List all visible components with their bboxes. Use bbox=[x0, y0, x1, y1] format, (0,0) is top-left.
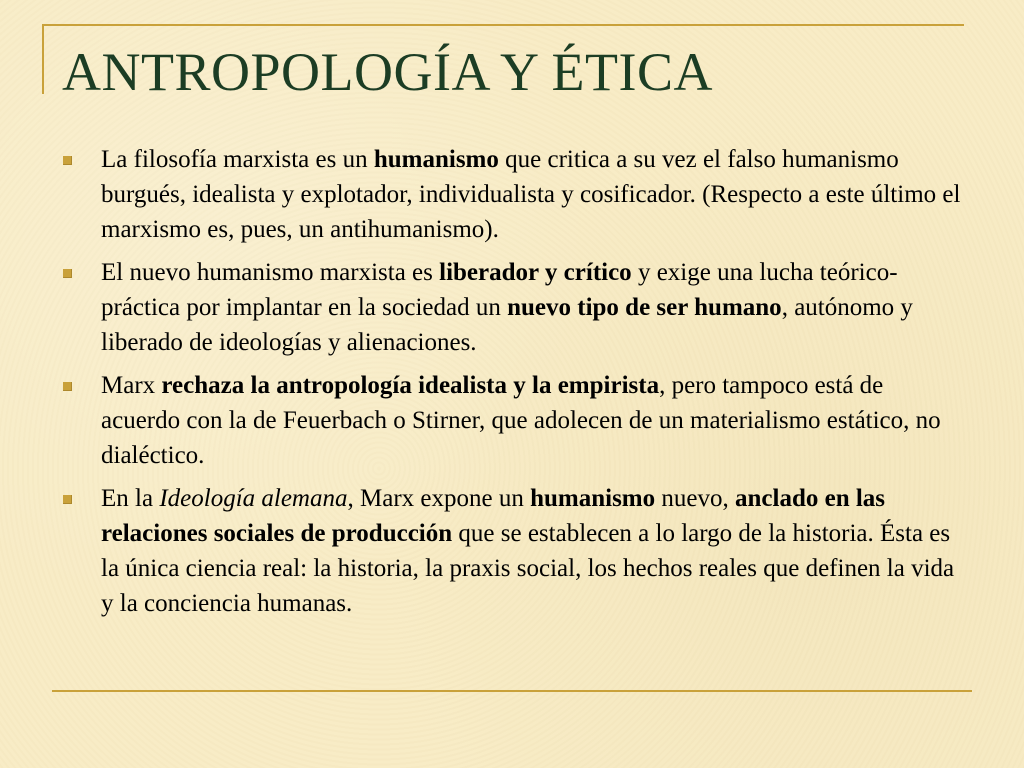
square-bullet-icon bbox=[63, 269, 72, 278]
text-run: que critica a su vez el falso humanismo burgués, idealista y explotador, individualista y cosificador. (Respecto a este último el marxismo es, pues, un antihumanismo). bbox=[101, 146, 961, 243]
bold-phrase: nuevo tipo de ser humano bbox=[507, 294, 782, 321]
slide-title: ANTROPOLOGÍA Y ÉTICA bbox=[62, 42, 713, 102]
square-bullet-icon bbox=[63, 382, 72, 391]
bullet-text bbox=[101, 259, 913, 356]
bullet-item bbox=[62, 142, 962, 247]
bullet-item bbox=[62, 368, 962, 473]
text-run: En la bbox=[101, 485, 160, 512]
bold-phrase: anclado en las relaciones sociales de producción bbox=[101, 485, 886, 547]
text-run: Marx bbox=[101, 372, 162, 399]
text-run: El nuevo humanismo marxista es bbox=[101, 259, 440, 286]
bold-phrase: rechaza la antropología idealista y la empirista bbox=[161, 372, 660, 399]
text-run: y exige una lucha teórico-práctica por implantar en la sociedad un bbox=[101, 259, 898, 321]
bottom-rule bbox=[52, 690, 972, 692]
text-run: La filosofía marxista es un bbox=[101, 146, 374, 173]
bullet-item bbox=[62, 255, 962, 360]
text-run: , Marx expone un bbox=[347, 485, 531, 512]
square-bullet-icon bbox=[63, 495, 72, 504]
text-run: nuevo, bbox=[655, 485, 735, 512]
bold-phrase: humanismo bbox=[530, 485, 656, 512]
text-run: , pero tampoco está de acuerdo con la de Feuerbach o Stirner, que adolecen de un materialismo estático, no dialéctico. bbox=[101, 372, 941, 469]
left-rule bbox=[42, 24, 44, 94]
bold-phrase: liberador y crítico bbox=[439, 259, 632, 286]
text-run: , autónomo y liberado de ideologías y alienaciones. bbox=[101, 294, 913, 356]
bullet-item bbox=[62, 481, 962, 621]
italic-phrase: Ideología alemana bbox=[159, 485, 348, 512]
square-bullet-icon bbox=[63, 156, 72, 165]
text-run: que se establecen a lo largo de la historia. Ésta es la única ciencia real: la historia, la praxis social, los hechos reales que definen la vida y la conciencia humanas. bbox=[101, 520, 955, 617]
top-rule bbox=[42, 24, 964, 26]
bullet-text bbox=[101, 485, 954, 617]
bold-phrase: humanismo bbox=[373, 146, 499, 173]
bullet-text bbox=[101, 372, 941, 469]
bullet-list bbox=[62, 142, 962, 629]
bullet-text bbox=[101, 146, 960, 243]
